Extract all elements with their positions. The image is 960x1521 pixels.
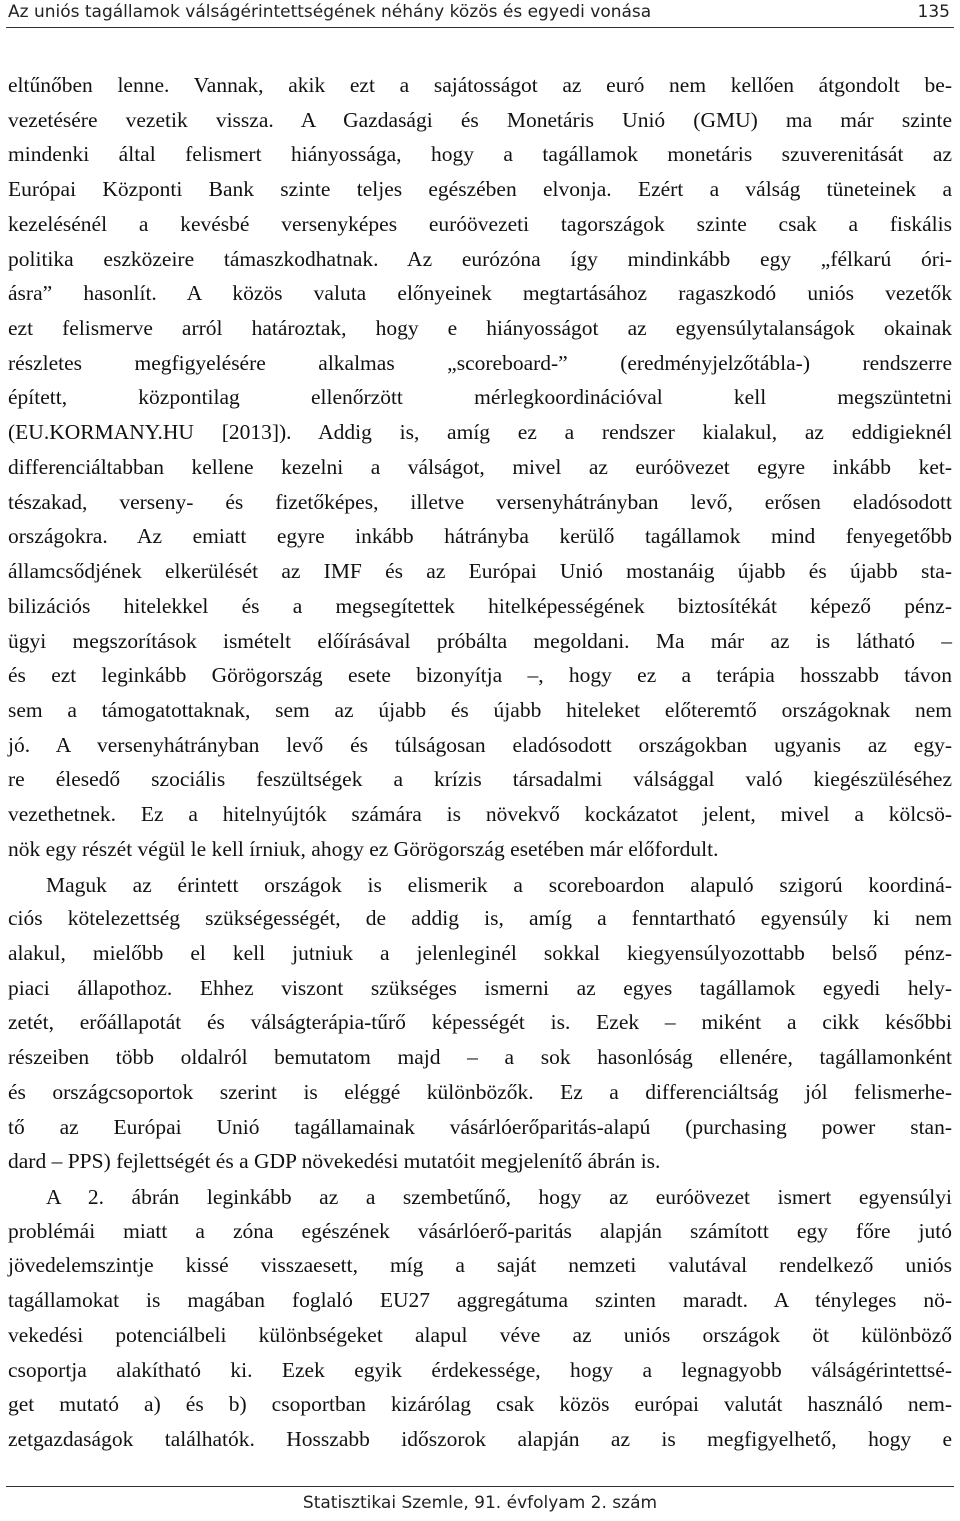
- text-line: Európai Központi Bank szinte teljes egészében elvonja. Ezért a válság tüneteinek a: [8, 177, 952, 202]
- text-line: bilizációs hitelekkel és a megsegítettek hitelképességének biztosítékát képező pénz-: [8, 593, 952, 618]
- text-line: részletes megfigyelésére alkalmas „scoreboard-” (eredményjelzőtábla-) rendszerre: [8, 350, 952, 375]
- text-line: vezethetnek. Ez a hitelnyújtók számára is növekvő kockázatot jelent, mivel a kölcsö-: [8, 802, 952, 827]
- text-line: eltűnőben lenne. Vannak, akik ezt a sajátosságot az euró nem kellően átgondolt be-: [8, 73, 952, 97]
- text-line: (EU.KORMANY.HU [2013]). Addig is, amíg ez a rendszer kialakul, az eddigieknél: [8, 420, 952, 445]
- text-line: tészakad, verseny- és fizetőképes, illetve versenyhátrányban levő, erősen eladósodott: [8, 489, 952, 514]
- text-line: és országcsoportok szerint is eléggé különbözők. Ez a differenciáltság jól felismerhe-: [8, 1079, 952, 1104]
- text-line: sem a támogatottaknak, sem az újabb és újabb hiteleket előteremtő országoknak nem: [8, 697, 952, 722]
- text-line: alakul, mielőbb el kell jutniuk a jelenleginél sokkal kiegyensúlyozottabb belső pénz-: [8, 941, 952, 965]
- text-line: ügyi megszorítások ismételt előírásával próbálta megoldani. Ma már az is látható –: [8, 628, 952, 653]
- text-line: politika eszközeire támaszkodhatnak. Az eurózóna így mindinkább egy „félkarú óri-: [8, 246, 952, 271]
- text-line: Maguk az érintett országok is elismerik a scoreboardon alapuló szigorú koordiná-: [46, 872, 952, 897]
- text-line: differenciáltabban kellene kezelni a válságot, mivel az euróövezet egyre inkább ket-: [8, 454, 952, 479]
- text-line: részeiben több oldalról bemutatom majd – a sok hasonlóság ellenére, tagállamonként: [8, 1045, 952, 1070]
- text-line: re élesedő szociális feszültségek a krízis társadalmi válsággal való kiegészüléséhez: [8, 767, 952, 792]
- text-line: tő az Európai Unió tagállamainak vásárlóerőparitás-alapú (purchasing power stan-: [8, 1114, 952, 1139]
- text-line: piaci állapothoz. Ehhez viszont szükséges ismerni az egyes tagállamok egyedi hely-: [8, 975, 952, 1000]
- text-line: jövedelemszintje kissé visszaesett, míg a saját nemzeti valutával rendelkező uniós: [8, 1253, 952, 1278]
- text-line: zetét, erőállapotát és válságterápia-tűrő képességét is. Ezek – miként a cikk későbbi: [8, 1010, 952, 1035]
- page-number: 135: [917, 2, 950, 22]
- text-line: A 2. ábrán leginkább az a szembetűnő, hogy az euróövezet ismert egyensúlyi: [46, 1185, 952, 1210]
- running-footer: Statisztikai Szemle, 91. évfolyam 2. szám: [302, 1493, 658, 1513]
- text-line: ásra” hasonlít. A közös valuta előnyeinek megtartásához ragaszkodó uniós vezetők: [8, 281, 952, 306]
- text-line: jó. A versenyhátrányban levő és túlságosan eladósodott országokban ugyanis az egy-: [8, 732, 952, 757]
- text-line: nök egy részét végül le kell írniuk, ahogy ez Görögország esetében már előfordult.: [8, 836, 719, 861]
- footer-rule: [6, 1486, 954, 1487]
- text-line: problémái miatt a zóna egészének vásárlóerő-paritás alapján számított egy főre jutó: [8, 1218, 952, 1243]
- text-line: dard – PPS) fejlettségét és a GDP növekedési mutatóit megjelenítő ábrán is.: [8, 1149, 661, 1174]
- text-line: országokra. Az emiatt egyre inkább hátrányba kerülő tagállamok mind fenyegetőbb: [8, 524, 952, 549]
- text-line: mindenki által felismert hiányossága, hogy a tagállamok monetáris szuverenitását az: [8, 142, 952, 167]
- text-line: ciós kötelezettség szükségességét, de addig is, amíg a fenntartható egyensúly ki nem: [8, 906, 952, 931]
- text-line: ezt felismerve arról határoztak, hogy e hiányosságot az egyensúlytalanságok okainak: [8, 316, 952, 341]
- text-line: kezelésénél a kevésbé versenyképes euróövezeti tagországok szinte csak a fiskális: [8, 211, 952, 236]
- running-header-title: Az uniós tagállamok válságérintettségének néhány közös és egyedi vonása: [8, 2, 652, 22]
- text-line: államcsődjének elkerülését az IMF és az Európai Unió mostanáig újabb és újabb sta-: [8, 559, 952, 584]
- text-line: és ezt leginkább Görögország esete bizonyítja –, hogy ez a terápia hosszabb távon: [8, 663, 952, 688]
- text-line: épített, központilag ellenőrzött mérlegkoordinációval kell megszüntetni: [8, 385, 952, 410]
- text-line: get mutató a) és b) csoportban kizárólag csak közös európai valutát használó nem-: [8, 1392, 952, 1417]
- text-line: vekedési potenciálbeli különbségeket alapul véve az uniós országok öt különböző: [8, 1322, 952, 1347]
- text-line: vezetésére vezetik vissza. A Gazdasági és Monetáris Unió (GMU) ma már szinte: [8, 107, 952, 132]
- text-line: csoportja alakítható ki. Ezek egyik érdekessége, hogy a legnagyobb válságérintettsé-: [8, 1357, 952, 1382]
- text-line: zetgazdaságok találhatók. Hosszabb időszorok alapján az is megfigyelhető, hogy e: [8, 1427, 952, 1452]
- text-line: tagállamokat is magában foglaló EU27 aggregátuma szinten maradt. A tényleges nö-: [8, 1288, 952, 1313]
